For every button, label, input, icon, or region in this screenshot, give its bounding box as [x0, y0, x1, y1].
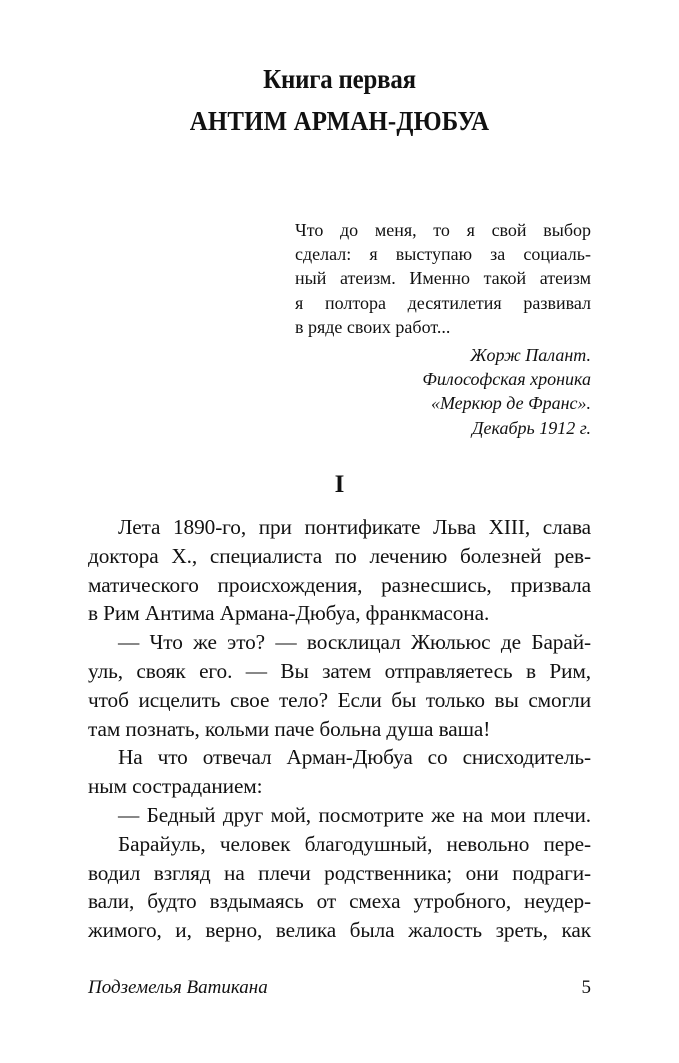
- body-line: вали, будто вздымаясь от смеха утробного, неудер-: [88, 889, 591, 914]
- epigraph-line: в ряде своих работ...: [295, 316, 451, 337]
- body-line: водил взгляд на плечи родственника; они подраги-: [88, 860, 591, 885]
- body-line: чтоб исцелить свое тело? Если бы только вы смогли: [88, 687, 591, 712]
- body-line: жимого, и, верно, велика была жалость зреть, как: [88, 918, 591, 943]
- attribution-journal: «Меркюр де Франс».: [430, 393, 591, 414]
- epigraph-line: ный атеизм. Именно такой атеизм: [295, 268, 591, 289]
- body-text: [88, 513, 591, 945]
- body-line: матического происхождения, разнесшись, призвала: [88, 572, 591, 597]
- body-line: там познать, кольми паче больна душа ваша!: [88, 716, 491, 741]
- body-line: ным состраданием:: [88, 774, 263, 799]
- attribution-source: Философская хроника: [422, 369, 591, 390]
- body-line: доктора Х., специалиста по лечению болезней рев-: [88, 543, 591, 568]
- body-line: Барайуль, человек благодушный, невольно пере-: [118, 831, 591, 856]
- body-line: На что отвечал Арман-Дюбуа со снисходитель-: [118, 745, 591, 770]
- body-line: в Рим Антима Армана-Дюбуа, франкмасона.: [88, 601, 490, 626]
- running-title: Подземелья Ватикана: [88, 977, 268, 998]
- body-line: уль, свояк его. — Вы затем отправляетесь в Рим,: [88, 658, 591, 683]
- body-line: — Что же это? — восклицал Жюльюс де Барай-: [118, 630, 591, 655]
- page-number: 5: [581, 977, 591, 998]
- chapter-number: I: [334, 471, 345, 498]
- body-line: — Бедный друг мой, посмотрите же на мои плечи.: [118, 802, 591, 827]
- epigraph-attribution: [295, 343, 591, 440]
- epigraph-line: Что до меня, то я свой выбор: [295, 220, 591, 240]
- epigraph-line: я полтора десятилетия развивал: [295, 292, 591, 313]
- attribution-date: Декабрь 1912 г.: [472, 417, 591, 438]
- body-line: Лета 1890-го, при понтификате Льва XIII, слава: [118, 515, 591, 539]
- part-title: АНТИМ АРМАН-ДЮБУА: [189, 106, 490, 136]
- attribution-author: Жорж Палант.: [470, 345, 591, 365]
- epigraph: [295, 218, 591, 339]
- epigraph-line: сделал: я выступаю за социаль-: [295, 244, 591, 265]
- book-title: Книга первая: [263, 64, 416, 94]
